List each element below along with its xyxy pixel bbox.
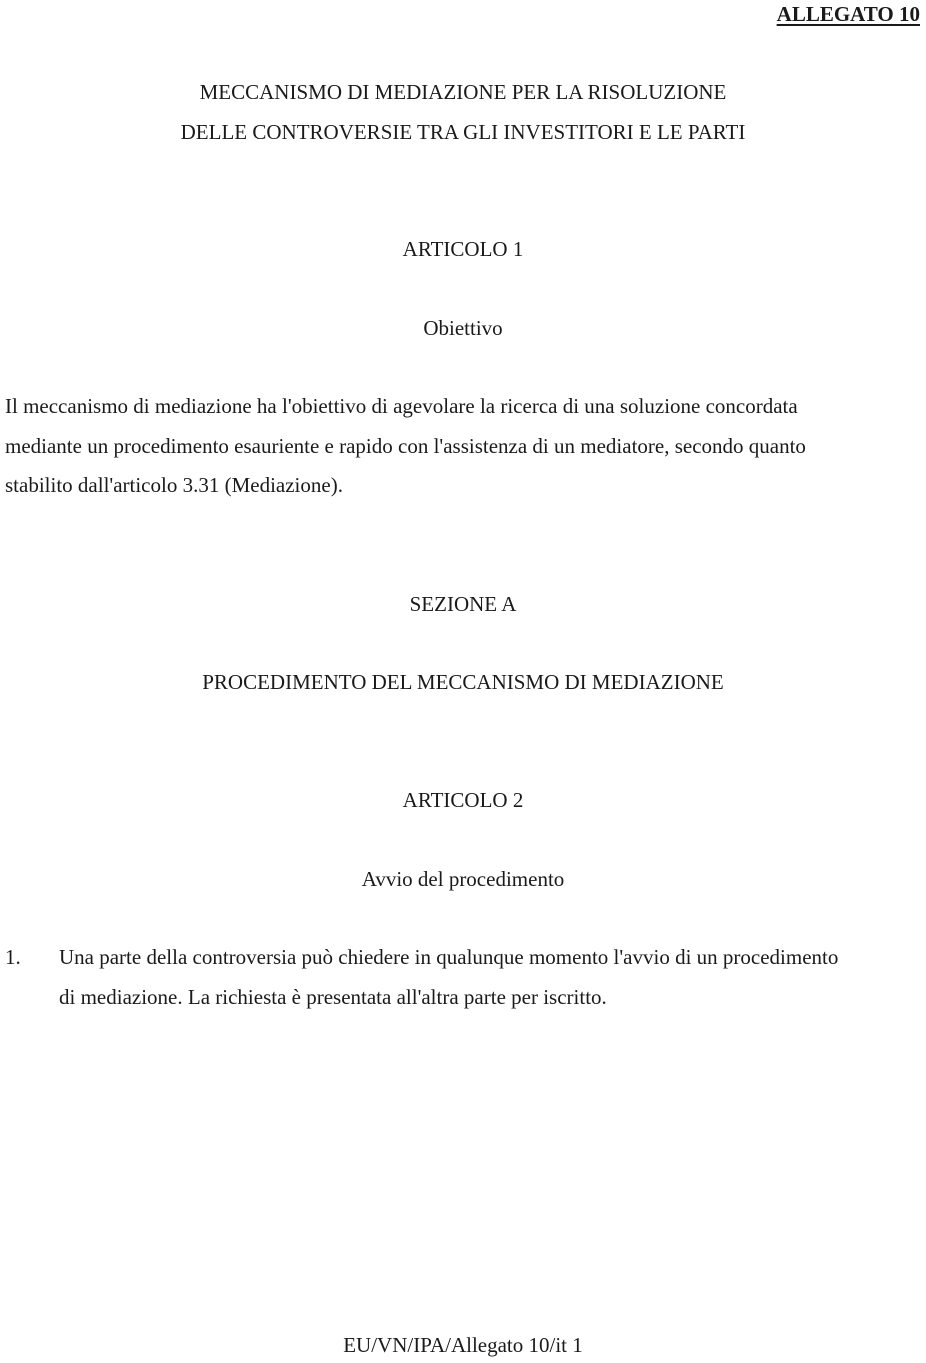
- article-1-paragraph: [5, 387, 915, 506]
- section-a-heading: SEZIONE A: [409, 592, 517, 616]
- article-1-heading: ARTICOLO 1: [402, 237, 524, 261]
- paragraph-line: stabilito dall'articolo 3.31 (Mediazione).: [5, 473, 343, 497]
- page-footer-reference: EU/VN/IPA/Allegato 10/it 1: [343, 1333, 583, 1357]
- section-a-title: PROCEDIMENTO DEL MECCANISMO DI MEDIAZIONE: [202, 670, 724, 694]
- list-item-line: Una parte della controversia può chiedere in qualunque momento l'avvio di un procedimento: [59, 945, 839, 969]
- article-2-subtitle: Avvio del procedimento: [361, 867, 565, 891]
- article-1-subtitle: Obiettivo: [423, 316, 503, 340]
- article-2-heading: ARTICOLO 2: [402, 788, 524, 812]
- paragraph-line: mediante un procedimento esauriente e rapido con l'assistenza di un mediatore, secondo quanto: [5, 433, 806, 458]
- annex-label: ALLEGATO 10: [776, 2, 920, 26]
- list-item-line: di mediazione. La richiesta è presentata all'altra parte per iscritto.: [59, 984, 607, 1009]
- list-item-number: 1.: [5, 945, 21, 969]
- document-title-line-1: MECCANISMO DI MEDIAZIONE PER LA RISOLUZIONE: [199, 80, 727, 104]
- document-title-line-2: DELLE CONTROVERSIE TRA GLI INVESTITORI E LE PARTI: [180, 120, 746, 144]
- paragraph-line: Il meccanismo di mediazione ha l'obiettivo di agevolare la ricerca di una soluzione concordata: [5, 394, 798, 418]
- list-item-text: [59, 938, 921, 1017]
